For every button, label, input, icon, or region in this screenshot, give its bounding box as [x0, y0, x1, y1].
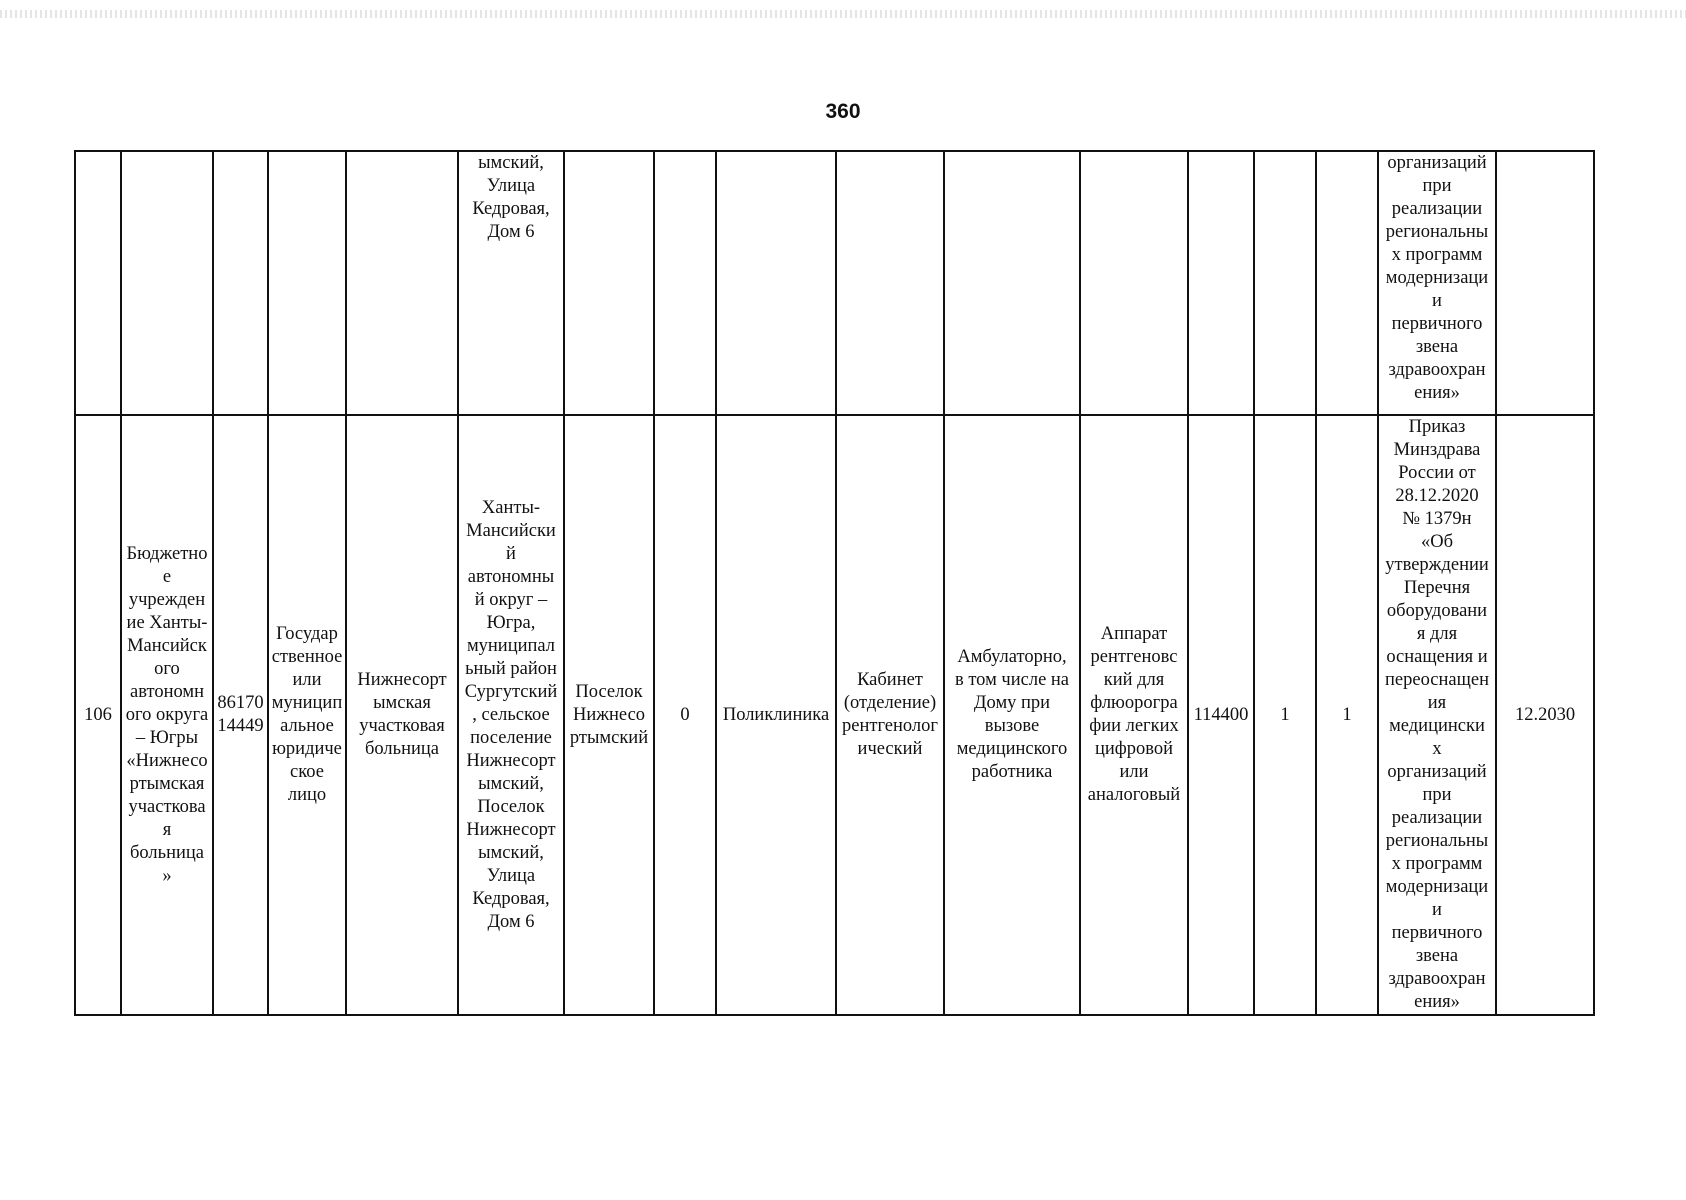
equipment-table: [74, 150, 1595, 1016]
cell-qty-a: 1: [1254, 415, 1316, 1015]
cell-deadline: 12.2030: [1496, 415, 1594, 1015]
cell-facility: Нижнесорт ымская участковая больница: [346, 415, 458, 1015]
scan-edge-noise: [0, 10, 1686, 18]
cell-equipment-code: 114400: [1188, 415, 1254, 1015]
cell-department: Кабинет (отделение) рентгенолог ический: [836, 415, 944, 1015]
cell-department: [836, 151, 944, 415]
cell-zero: [654, 151, 716, 415]
page-number: 360: [825, 100, 861, 123]
cell-equipment: [1080, 151, 1188, 415]
cell-organization: [121, 151, 213, 415]
cell-number: 106: [75, 415, 121, 1015]
cell-number: [75, 151, 121, 415]
table-row: [75, 415, 1594, 1015]
cell-ownership: Государ ственное или муницип альное юридиче ское лицо: [268, 415, 346, 1015]
cell-equipment: Аппарат рентгеновс кий для флюорогра фии легких цифровой или аналоговый: [1080, 415, 1188, 1015]
cell-qty-a: [1254, 151, 1316, 415]
cell-qty-b: [1316, 151, 1378, 415]
cell-address: Ханты- Мансийски й автономны й округ – Югра, муниципал ьный район Сургутский , сельское поселение Нижнесорт ымский, Поселок Нижнесорт ымский, Улица Кедровая, Дом 6: [458, 415, 564, 1015]
cell-qty-b: 1: [1316, 415, 1378, 1015]
cell-ownership: [268, 151, 346, 415]
cell-code: [213, 151, 268, 415]
cell-basis-tail: организаций при реализации региональны х программ модернизаци и первичного звена здравоохран ения»: [1378, 151, 1496, 415]
cell-basis: Приказ Минздрава России от 28.12.2020 № 1379н «Об утверждении Перечня оборудовани я для оснащения и переоснащен ия медицински х организаций при реализации региональны х программ модернизаци и первичного звена здравоохран ения»: [1378, 415, 1496, 1015]
cell-facility: [346, 151, 458, 415]
cell-deadline: [1496, 151, 1594, 415]
cell-zero: 0: [654, 415, 716, 1015]
cell-care-condition: Амбулаторно, в том числе на Дому при вызове медицинского работника: [944, 415, 1080, 1015]
cell-locality: Поселок Нижнесо ртымский: [564, 415, 654, 1015]
cell-care-condition: [944, 151, 1080, 415]
cell-equipment-code: [1188, 151, 1254, 415]
cell-locality: [564, 151, 654, 415]
cell-unit-type: Поликлиника: [716, 415, 836, 1015]
table-row-continued: [75, 151, 1594, 415]
cell-organization: Бюджетно е учрежден ие Ханты- Мансийск ого автономн ого округа – Югры «Нижнесо ртымская участкова я больница »: [121, 415, 213, 1015]
cell-code: 86170 14449: [213, 415, 268, 1015]
cell-unit-type: [716, 151, 836, 415]
cell-address-tail: ымский, Улица Кедровая, Дом 6: [458, 151, 564, 415]
